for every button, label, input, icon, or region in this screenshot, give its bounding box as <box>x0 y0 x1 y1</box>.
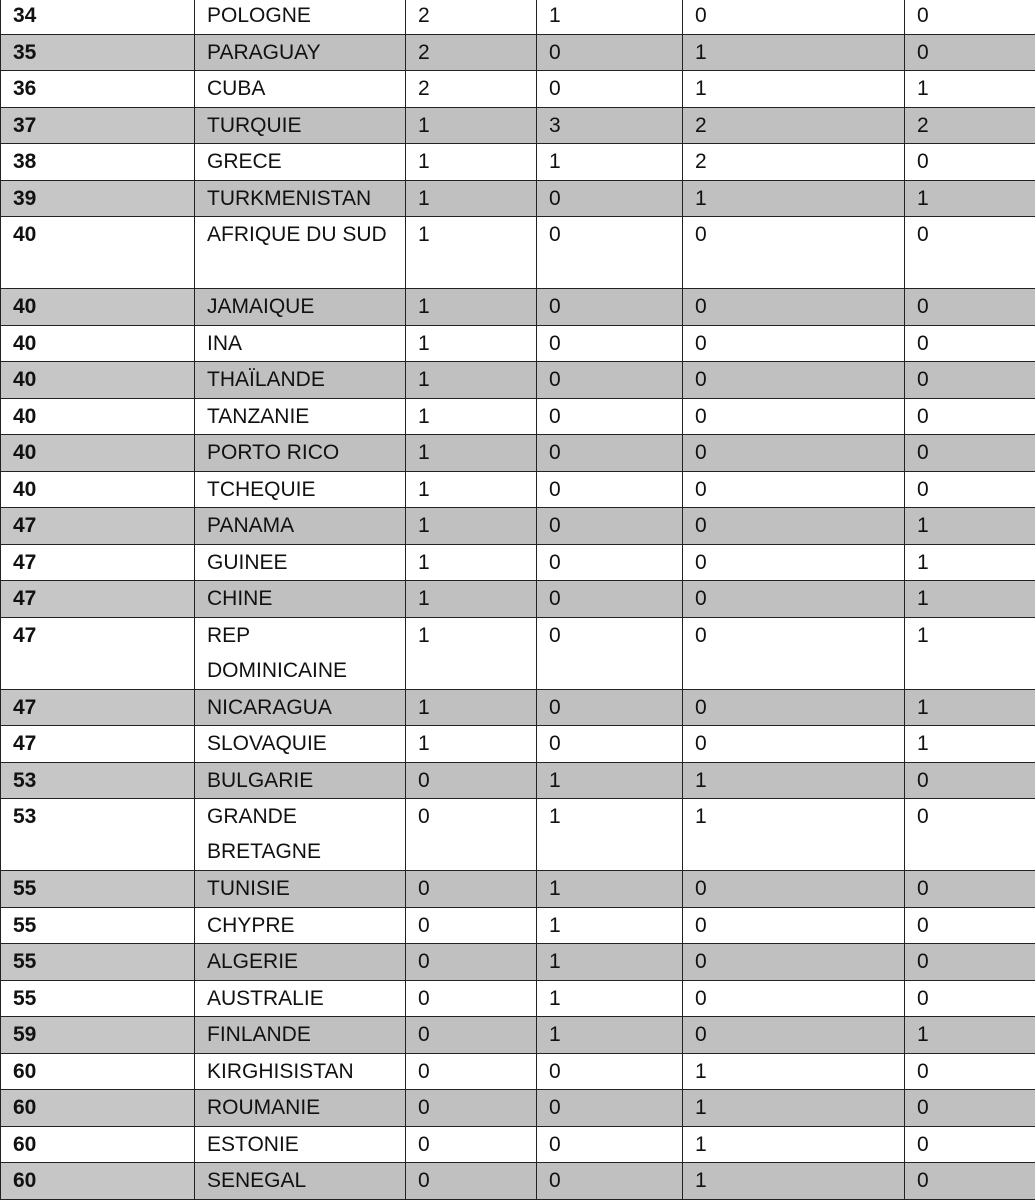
rank-cell: 53 <box>1 799 195 871</box>
value-cell: 1 <box>905 581 1035 618</box>
value-cell: 0 <box>905 1126 1035 1163</box>
value-cell: 0 <box>905 871 1035 908</box>
table-row <box>1 180 1035 217</box>
rank-cell: 47 <box>1 726 195 763</box>
country-cell: ROUMANIE <box>195 1090 406 1127</box>
table-row <box>1 1126 1035 1163</box>
value-cell: 1 <box>683 34 905 71</box>
value-cell: 2 <box>683 144 905 181</box>
country-cell: POLOGNE <box>195 0 406 34</box>
rank-cell: 55 <box>1 980 195 1017</box>
value-cell: 0 <box>406 799 537 871</box>
table-row <box>1 726 1035 763</box>
value-cell: 0 <box>537 617 683 689</box>
value-cell: 1 <box>683 1163 905 1200</box>
rank-cell: 47 <box>1 581 195 618</box>
country-cell: TUNISIE <box>195 871 406 908</box>
value-cell: 3 <box>537 107 683 144</box>
value-cell: 0 <box>683 362 905 399</box>
country-cell: TURKMENISTAN <box>195 180 406 217</box>
value-cell: 1 <box>905 71 1035 108</box>
value-cell: 0 <box>905 289 1035 326</box>
table-row <box>1 689 1035 726</box>
value-cell: 1 <box>406 398 537 435</box>
medal-table-body <box>1 0 1035 1199</box>
value-cell: 0 <box>406 980 537 1017</box>
table-row <box>1 980 1035 1017</box>
value-cell: 0 <box>683 0 905 34</box>
value-cell: 0 <box>905 471 1035 508</box>
rank-cell: 40 <box>1 398 195 435</box>
value-cell: 0 <box>683 726 905 763</box>
value-cell: 0 <box>905 435 1035 472</box>
value-cell: 0 <box>537 398 683 435</box>
table-row <box>1 435 1035 472</box>
value-cell: 0 <box>905 799 1035 871</box>
table-row <box>1 107 1035 144</box>
value-cell: 0 <box>683 944 905 981</box>
value-cell: 0 <box>905 944 1035 981</box>
country-cell: AUSTRALIE <box>195 980 406 1017</box>
value-cell: 2 <box>905 107 1035 144</box>
rank-cell: 55 <box>1 944 195 981</box>
value-cell: 0 <box>905 980 1035 1017</box>
value-cell: 0 <box>905 144 1035 181</box>
value-cell: 0 <box>537 689 683 726</box>
value-cell: 0 <box>537 581 683 618</box>
rank-cell: 40 <box>1 471 195 508</box>
value-cell: 0 <box>683 217 905 289</box>
rank-cell: 59 <box>1 1017 195 1054</box>
value-cell: 0 <box>537 71 683 108</box>
value-cell: 1 <box>406 726 537 763</box>
value-cell: 0 <box>905 1090 1035 1127</box>
value-cell: 0 <box>537 1090 683 1127</box>
table-row <box>1 471 1035 508</box>
value-cell: 1 <box>683 1053 905 1090</box>
value-cell: 1 <box>406 581 537 618</box>
value-cell: 0 <box>537 1126 683 1163</box>
table-row <box>1 0 1035 34</box>
value-cell: 1 <box>905 726 1035 763</box>
value-cell: 2 <box>683 107 905 144</box>
rank-cell: 47 <box>1 508 195 545</box>
value-cell: 0 <box>683 980 905 1017</box>
value-cell: 0 <box>683 471 905 508</box>
value-cell: 0 <box>683 544 905 581</box>
rank-cell: 55 <box>1 907 195 944</box>
value-cell: 0 <box>537 1053 683 1090</box>
value-cell: 0 <box>905 398 1035 435</box>
rank-cell: 40 <box>1 217 195 289</box>
value-cell: 0 <box>537 34 683 71</box>
table-row <box>1 71 1035 108</box>
rank-cell: 37 <box>1 107 195 144</box>
value-cell: 1 <box>683 1090 905 1127</box>
table-row <box>1 508 1035 545</box>
value-cell: 0 <box>406 1163 537 1200</box>
value-cell: 1 <box>406 471 537 508</box>
value-cell: 1 <box>905 544 1035 581</box>
value-cell: 0 <box>683 289 905 326</box>
rank-cell: 55 <box>1 871 195 908</box>
value-cell: 0 <box>406 1017 537 1054</box>
country-cell: AFRIQUE DU SUD <box>195 217 406 289</box>
country-cell: ESTONIE <box>195 1126 406 1163</box>
country-cell: PANAMA <box>195 508 406 545</box>
value-cell: 0 <box>406 944 537 981</box>
value-cell: 0 <box>537 362 683 399</box>
country-cell: KIRGHISISTAN <box>195 1053 406 1090</box>
value-cell: 1 <box>537 0 683 34</box>
value-cell: 1 <box>537 762 683 799</box>
value-cell: 2 <box>406 0 537 34</box>
value-cell: 1 <box>406 180 537 217</box>
value-cell: 1 <box>683 799 905 871</box>
value-cell: 0 <box>683 617 905 689</box>
country-cell: GUINEE <box>195 544 406 581</box>
country-cell: INA <box>195 325 406 362</box>
value-cell: 0 <box>683 871 905 908</box>
rank-cell: 47 <box>1 617 195 689</box>
value-cell: 0 <box>683 435 905 472</box>
value-cell: 0 <box>683 1017 905 1054</box>
country-cell: JAMAIQUE <box>195 289 406 326</box>
value-cell: 1 <box>406 689 537 726</box>
value-cell: 0 <box>406 907 537 944</box>
value-cell: 1 <box>406 362 537 399</box>
value-cell: 0 <box>537 471 683 508</box>
value-cell: 0 <box>683 325 905 362</box>
value-cell: 1 <box>905 617 1035 689</box>
value-cell: 1 <box>683 71 905 108</box>
country-cell: CHINE <box>195 581 406 618</box>
value-cell: 1 <box>406 289 537 326</box>
rank-cell: 38 <box>1 144 195 181</box>
rank-cell: 60 <box>1 1053 195 1090</box>
value-cell: 0 <box>683 508 905 545</box>
country-cell: REP DOMINICAINE <box>195 617 406 689</box>
value-cell: 0 <box>406 871 537 908</box>
table-row <box>1 544 1035 581</box>
country-cell: TCHEQUIE <box>195 471 406 508</box>
value-cell: 1 <box>683 762 905 799</box>
value-cell: 1 <box>406 144 537 181</box>
value-cell: 1 <box>905 689 1035 726</box>
value-cell: 0 <box>905 907 1035 944</box>
country-cell: SENEGAL <box>195 1163 406 1200</box>
table-row <box>1 217 1035 289</box>
table-row <box>1 1017 1035 1054</box>
value-cell: 1 <box>406 435 537 472</box>
value-cell: 0 <box>537 325 683 362</box>
value-cell: 0 <box>537 544 683 581</box>
country-cell: TANZANIE <box>195 398 406 435</box>
table-row <box>1 1090 1035 1127</box>
value-cell: 1 <box>406 508 537 545</box>
value-cell: 1 <box>683 180 905 217</box>
value-cell: 0 <box>905 217 1035 289</box>
value-cell: 0 <box>537 1163 683 1200</box>
country-cell: SLOVAQUIE <box>195 726 406 763</box>
value-cell: 0 <box>905 762 1035 799</box>
value-cell: 1 <box>683 1126 905 1163</box>
value-cell: 0 <box>683 689 905 726</box>
rank-cell: 40 <box>1 362 195 399</box>
country-cell: CHYPRE <box>195 907 406 944</box>
value-cell: 1 <box>406 617 537 689</box>
rank-cell: 35 <box>1 34 195 71</box>
value-cell: 1 <box>537 799 683 871</box>
value-cell: 1 <box>537 144 683 181</box>
value-cell: 0 <box>406 1126 537 1163</box>
value-cell: 0 <box>905 1163 1035 1200</box>
rank-cell: 60 <box>1 1090 195 1127</box>
value-cell: 1 <box>406 107 537 144</box>
country-cell: THAÏLANDE <box>195 362 406 399</box>
value-cell: 0 <box>537 217 683 289</box>
value-cell: 0 <box>905 34 1035 71</box>
value-cell: 1 <box>905 1017 1035 1054</box>
value-cell: 0 <box>683 907 905 944</box>
value-cell: 0 <box>406 1090 537 1127</box>
value-cell: 1 <box>537 980 683 1017</box>
value-cell: 1 <box>406 217 537 289</box>
value-cell: 2 <box>406 34 537 71</box>
table-row <box>1 34 1035 71</box>
value-cell: 1 <box>537 871 683 908</box>
table-row <box>1 907 1035 944</box>
value-cell: 1 <box>406 544 537 581</box>
country-cell: PARAGUAY <box>195 34 406 71</box>
rank-cell: 40 <box>1 435 195 472</box>
country-cell: BULGARIE <box>195 762 406 799</box>
value-cell: 1 <box>905 180 1035 217</box>
table-row <box>1 617 1035 689</box>
value-cell: 0 <box>537 289 683 326</box>
value-cell: 1 <box>406 325 537 362</box>
value-cell: 0 <box>905 325 1035 362</box>
country-cell: GRECE <box>195 144 406 181</box>
country-cell: NICARAGUA <box>195 689 406 726</box>
table-row <box>1 398 1035 435</box>
table-row <box>1 362 1035 399</box>
value-cell: 1 <box>537 1017 683 1054</box>
value-cell: 0 <box>683 581 905 618</box>
value-cell: 0 <box>905 0 1035 34</box>
table-row <box>1 325 1035 362</box>
rank-cell: 36 <box>1 71 195 108</box>
table-row <box>1 581 1035 618</box>
country-cell: ALGERIE <box>195 944 406 981</box>
value-cell: 0 <box>406 1053 537 1090</box>
country-cell: PORTO RICO <box>195 435 406 472</box>
rank-cell: 47 <box>1 689 195 726</box>
country-cell: GRANDE BRETAGNE <box>195 799 406 871</box>
value-cell: 0 <box>406 762 537 799</box>
value-cell: 0 <box>537 180 683 217</box>
table-row <box>1 799 1035 871</box>
table-row <box>1 944 1035 981</box>
rank-cell: 40 <box>1 325 195 362</box>
rank-cell: 39 <box>1 180 195 217</box>
value-cell: 0 <box>683 398 905 435</box>
rank-cell: 47 <box>1 544 195 581</box>
value-cell: 0 <box>537 726 683 763</box>
value-cell: 1 <box>537 944 683 981</box>
table-row <box>1 762 1035 799</box>
value-cell: 0 <box>537 435 683 472</box>
value-cell: 1 <box>537 907 683 944</box>
value-cell: 2 <box>406 71 537 108</box>
table-row <box>1 289 1035 326</box>
country-cell: CUBA <box>195 71 406 108</box>
table-row <box>1 1053 1035 1090</box>
table-row <box>1 871 1035 908</box>
country-cell: FINLANDE <box>195 1017 406 1054</box>
table-row <box>1 1163 1035 1200</box>
rank-cell: 40 <box>1 289 195 326</box>
rank-cell: 60 <box>1 1163 195 1200</box>
value-cell: 0 <box>905 1053 1035 1090</box>
value-cell: 0 <box>537 508 683 545</box>
value-cell: 1 <box>905 508 1035 545</box>
rank-cell: 34 <box>1 0 195 34</box>
rank-cell: 53 <box>1 762 195 799</box>
country-cell: TURQUIE <box>195 107 406 144</box>
table-row <box>1 144 1035 181</box>
rank-cell: 60 <box>1 1126 195 1163</box>
value-cell: 0 <box>905 362 1035 399</box>
